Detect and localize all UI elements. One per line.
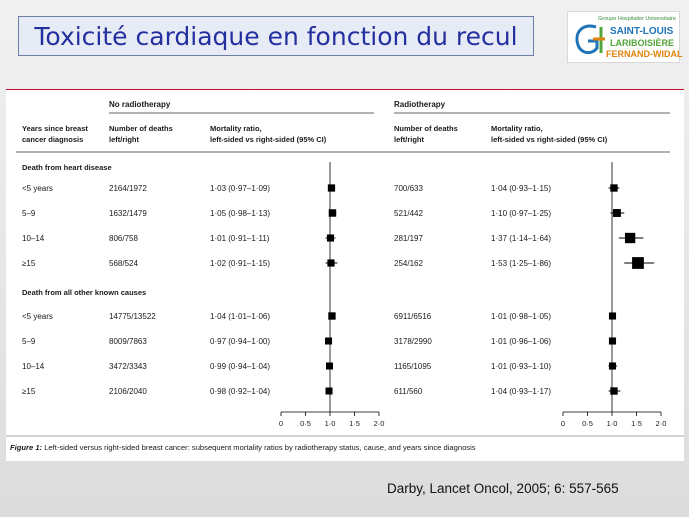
estimate-marker (328, 312, 335, 319)
estimate-marker (613, 209, 621, 217)
x-axis-tick-label: 1·5 (631, 419, 642, 428)
mortality-ratio-value: 1·04 (0·93–1·17) (491, 387, 552, 396)
x-axis-tick-label: 0 (560, 419, 566, 428)
deaths-count: 14775/13522 (109, 312, 156, 321)
x-axis-tick-label: 1·0 (606, 419, 618, 428)
estimate-marker (327, 259, 334, 266)
logo-top-text: Groupe Hospitalier Universitaire (598, 16, 676, 22)
citation: Darby, Lancet Oncol, 2005; 6: 557-565 (387, 481, 619, 496)
section-title: Death from all other known causes (22, 288, 147, 297)
deaths-count: 611/560 (394, 387, 423, 396)
deaths-count: 2106/2040 (109, 387, 147, 396)
deaths-count: 254/162 (394, 259, 423, 268)
mortality-ratio-value: 1·04 (0·93–1·15) (491, 184, 552, 193)
mortality-ratio-value: 1·04 (1·01–1·06) (210, 312, 271, 321)
mortality-ratio-value: 0·98 (0·92–1·04) (210, 387, 271, 396)
mortality-ratio-value: 1·01 (0·96–1·06) (491, 337, 552, 346)
mortality-ratio-value: 1·53 (1·25–1·86) (491, 259, 552, 268)
mortality-ratio-value: 0·97 (0·94–1·00) (210, 337, 271, 346)
x-axis-tick-label: 0 (278, 419, 284, 428)
forest-plot-figure (6, 89, 684, 461)
x-axis-tick-label: 0·5 (582, 419, 593, 428)
column-header-ratio: left-sided vs right-sided (95% CI) (210, 135, 327, 144)
mortality-ratio-value: 1·01 (0·93–1·10) (491, 362, 552, 371)
column-header-deaths: left/right (394, 135, 424, 144)
estimate-marker (625, 233, 635, 243)
mortality-ratio-value: 1·01 (0·91–1·11) (210, 234, 270, 243)
hospital-logo-icon (572, 21, 608, 59)
row-years-label: <5 years (22, 184, 53, 193)
row-years-label: <5 years (22, 312, 53, 321)
estimate-marker (610, 184, 617, 191)
hospital-logo (567, 11, 683, 63)
estimate-marker (326, 388, 333, 395)
row-years-label: 5–9 (22, 209, 36, 218)
deaths-count: 2164/1972 (109, 184, 147, 193)
column-header-deaths: left/right (109, 135, 139, 144)
figure-caption-text: Left-sided versus right-sided breast cancer: subsequent mortality ratios by radiotherapy status, cause, and years since diagnosis (44, 443, 476, 452)
estimate-marker (632, 257, 644, 269)
x-axis-tick-label: 2·0 (373, 419, 385, 428)
deaths-count: 1165/1095 (394, 362, 432, 371)
estimate-marker (325, 338, 332, 345)
logo-line-1: SAINT-LOUIS (610, 26, 674, 37)
estimate-marker (609, 312, 616, 319)
deaths-count: 8009/7863 (109, 337, 147, 346)
column-header-years: Years since breast (22, 124, 88, 133)
group-header-no-radiotherapy: No radiotherapy (109, 100, 171, 109)
deaths-count: 521/442 (394, 209, 423, 218)
deaths-count: 568/524 (109, 259, 138, 268)
deaths-count: 1632/1479 (109, 209, 147, 218)
mortality-ratio-value: 1·02 (0·91–1·15) (210, 259, 271, 268)
row-years-label: 10–14 (22, 234, 45, 243)
row-years-label: 5–9 (22, 337, 36, 346)
estimate-marker (610, 387, 617, 394)
deaths-count: 6911/6516 (394, 312, 432, 321)
x-axis-tick-label: 1·0 (324, 419, 336, 428)
mortality-ratio-value: 0·99 (0·94–1·04) (210, 362, 271, 371)
forest-plot (6, 90, 684, 462)
figure-caption-label: Figure 1: (10, 443, 45, 452)
deaths-count: 3472/3343 (109, 362, 147, 371)
mortality-ratio-value: 1·37 (1·14–1·64) (491, 234, 552, 243)
estimate-marker (326, 363, 333, 370)
column-header-deaths: Number of deaths (394, 124, 458, 133)
column-header-ratio: left-sided vs right-sided (95% CI) (491, 135, 608, 144)
slide-title: Toxicité cardiaque en fonction du recul (34, 21, 518, 51)
estimate-marker (609, 337, 616, 344)
column-header-years: cancer diagnosis (22, 135, 84, 144)
estimate-marker (327, 234, 334, 241)
mortality-ratio-value: 1·01 (0·98–1·05) (491, 312, 552, 321)
slide-title-box (18, 16, 534, 56)
deaths-count: 281/197 (394, 234, 423, 243)
figure-caption (10, 443, 476, 452)
deaths-count: 700/633 (394, 184, 423, 193)
deaths-count: 3178/2990 (394, 337, 432, 346)
estimate-marker (328, 184, 335, 191)
column-header-ratio: Mortality ratio, (491, 124, 543, 133)
row-years-label: 10–14 (22, 362, 45, 371)
x-axis-tick-label: 2·0 (655, 419, 667, 428)
estimate-marker (609, 362, 616, 369)
x-axis-tick-label: 0·5 (300, 419, 311, 428)
row-years-label: ≥15 (22, 259, 36, 268)
deaths-count: 806/758 (109, 234, 138, 243)
row-years-label: ≥15 (22, 387, 36, 396)
column-header-deaths: Number of deaths (109, 124, 173, 133)
logo-line-3: FERNAND-WIDAL (606, 49, 683, 59)
column-header-ratio: Mortality ratio, (210, 124, 262, 133)
logo-line-2: LARIBOISIÈRE (610, 38, 675, 48)
group-header-radiotherapy: Radiotherapy (394, 100, 446, 109)
section-title: Death from heart disease (22, 163, 112, 172)
mortality-ratio-value: 1·10 (0·97–1·25) (491, 209, 552, 218)
mortality-ratio-value: 1·03 (0·97–1·09) (210, 184, 271, 193)
x-axis-tick-label: 1·5 (349, 419, 360, 428)
mortality-ratio-value: 1·05 (0·98–1·13) (210, 209, 271, 218)
